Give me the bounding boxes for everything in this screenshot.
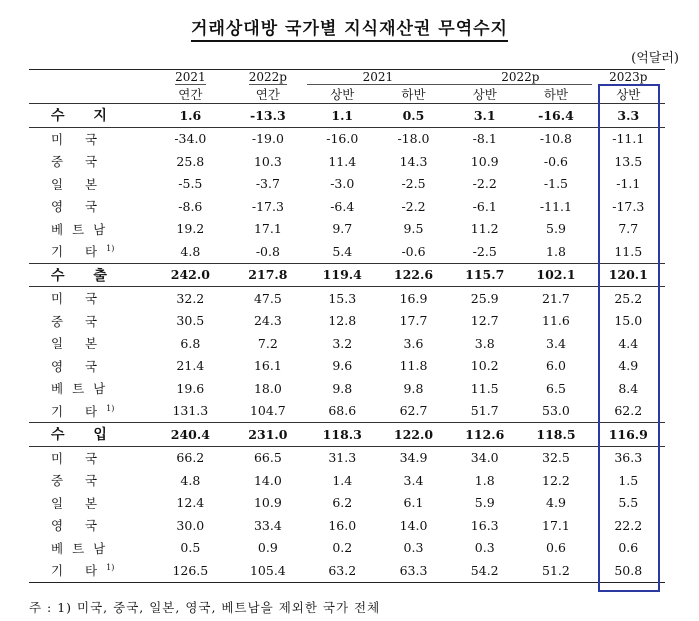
period-header: 상반 xyxy=(616,86,641,102)
value-cell: 50.8 xyxy=(592,559,665,582)
total-cell: 1.6 xyxy=(152,104,230,128)
value-cell: 33.4 xyxy=(253,517,282,533)
country-label xyxy=(29,240,152,263)
value-cell: 30.0 xyxy=(176,517,205,533)
country-name: 기 타 xyxy=(51,403,107,419)
value-cell: 11.6 xyxy=(542,313,570,329)
table-row xyxy=(29,150,665,173)
value-cell: -19.0 xyxy=(229,127,307,150)
value-cell: -1.1 xyxy=(616,176,641,192)
table-row xyxy=(29,377,665,400)
footnote-marker: 1) xyxy=(106,244,115,254)
value-cell: 10.2 xyxy=(470,358,499,374)
value-cell: 6.8 xyxy=(180,335,201,351)
table-row xyxy=(29,332,665,355)
value-cell: 3.8 xyxy=(474,335,495,351)
value-cell: -8.1 xyxy=(449,127,520,150)
total-cell: 122.6 xyxy=(378,263,449,287)
table-row xyxy=(29,310,665,333)
value-cell: 14.3 xyxy=(399,153,428,169)
country-name: 일 본 xyxy=(51,495,107,511)
value-cell: 16.9 xyxy=(378,287,449,310)
value-cell: -17.3 xyxy=(251,198,284,214)
value-cell: 34.0 xyxy=(449,446,520,469)
value-cell: 62.2 xyxy=(614,403,643,419)
value-cell: -5.5 xyxy=(178,176,203,192)
country-name: 영 국 xyxy=(51,199,107,215)
value-cell: -6.4 xyxy=(330,198,355,214)
value-cell: -0.6 xyxy=(401,243,426,259)
value-cell: 34.9 xyxy=(378,446,449,469)
value-cell: 17.1 xyxy=(542,517,570,533)
value-cell: -2.2 xyxy=(472,176,497,192)
year-header: 2021 xyxy=(175,70,206,85)
country-name: 기 타 xyxy=(51,244,107,260)
value-cell: 6.0 xyxy=(546,358,566,374)
header-year-row xyxy=(29,70,665,85)
value-cell: 17.7 xyxy=(399,313,428,329)
country-label xyxy=(29,559,152,582)
value-cell: -0.6 xyxy=(543,153,569,169)
value-cell: 1.5 xyxy=(618,472,639,488)
table-row xyxy=(29,469,665,492)
unit-label: (억달러) xyxy=(631,51,679,66)
value-cell: -3.7 xyxy=(255,176,280,192)
value-cell: 4.9 xyxy=(546,495,566,511)
value-cell: 4.8 xyxy=(180,472,201,488)
footnote-marker: 1) xyxy=(106,403,115,413)
value-cell: -8.6 xyxy=(178,198,203,214)
period-header: 상반 xyxy=(330,87,355,102)
country-name: 일 본 xyxy=(51,176,107,192)
value-cell: 17.1 xyxy=(253,221,282,237)
country-label xyxy=(29,287,152,310)
value-cell: -2.5 xyxy=(401,176,426,192)
value-cell: 30.5 xyxy=(176,313,205,329)
value-cell: 3.4 xyxy=(403,472,424,488)
table-row xyxy=(29,559,665,582)
value-cell: 53.0 xyxy=(542,403,570,419)
value-cell: 11.2 xyxy=(470,221,499,237)
value-cell: 66.5 xyxy=(229,446,307,469)
total-cell: 119.4 xyxy=(307,263,378,287)
value-cell: 15.3 xyxy=(307,287,378,310)
value-cell: 9.5 xyxy=(403,221,424,237)
value-cell: -10.8 xyxy=(520,127,591,150)
value-cell: 32.2 xyxy=(152,287,230,310)
value-cell: 9.8 xyxy=(403,380,424,396)
value-cell: 0.6 xyxy=(546,540,566,556)
value-cell: 11.8 xyxy=(399,358,428,374)
total-cell: 240.4 xyxy=(152,423,230,447)
value-cell: 5.5 xyxy=(618,495,639,511)
value-cell: 6.2 xyxy=(332,495,353,511)
country-label xyxy=(29,310,152,333)
value-cell: 51.2 xyxy=(520,559,591,582)
value-cell: 13.5 xyxy=(614,153,643,169)
period-header: 하반 xyxy=(401,87,426,102)
value-cell: -34.0 xyxy=(152,127,230,150)
value-cell: 32.5 xyxy=(520,446,591,469)
year-header: 2022p xyxy=(248,70,287,85)
value-cell: 7.7 xyxy=(618,221,639,237)
section-label: 수 지 xyxy=(29,104,152,128)
total-cell: 122.0 xyxy=(378,423,449,447)
total-cell: 116.9 xyxy=(592,423,665,447)
value-cell: 63.3 xyxy=(378,559,449,582)
value-cell: 11.5 xyxy=(470,380,499,396)
value-cell: 4.9 xyxy=(618,358,639,374)
value-cell: 6.1 xyxy=(403,495,424,511)
value-cell: 0.2 xyxy=(332,540,353,556)
value-cell: 16.1 xyxy=(253,358,282,374)
trade-balance-table xyxy=(29,69,665,583)
table-row xyxy=(29,355,665,378)
value-cell: 47.5 xyxy=(229,287,307,310)
country-label xyxy=(29,150,152,173)
country-name: 중 국 xyxy=(51,313,107,329)
country-label xyxy=(29,218,152,241)
country-name: 미 국 xyxy=(51,291,107,307)
country-name: 베트남 xyxy=(51,381,115,397)
value-cell: -6.1 xyxy=(472,198,497,214)
year-header: 2023p xyxy=(592,70,665,85)
country-label xyxy=(29,195,152,218)
value-cell: 10.9 xyxy=(253,495,282,511)
value-cell: 0.6 xyxy=(618,540,639,556)
year-header: 2021 xyxy=(307,70,449,85)
value-cell: 9.8 xyxy=(332,380,353,396)
country-label xyxy=(29,537,152,560)
total-cell: 0.5 xyxy=(378,104,449,128)
country-label xyxy=(29,446,152,469)
value-cell: -3.0 xyxy=(330,176,355,192)
value-cell: 51.7 xyxy=(470,403,499,419)
value-cell: 0.5 xyxy=(180,540,201,556)
table-row xyxy=(29,127,665,150)
value-cell: 126.5 xyxy=(152,559,230,582)
total-cell: 231.0 xyxy=(229,423,307,447)
value-cell: 16.3 xyxy=(470,517,499,533)
header-period-row xyxy=(29,85,665,104)
value-cell: 19.6 xyxy=(176,380,205,396)
value-cell: 4.8 xyxy=(180,243,201,259)
value-cell: 131.3 xyxy=(172,403,209,419)
country-name: 미 국 xyxy=(51,450,107,466)
country-label xyxy=(29,492,152,515)
section-total-row xyxy=(29,423,665,447)
country-label xyxy=(29,173,152,196)
value-cell: 12.2 xyxy=(542,472,570,488)
table-row xyxy=(29,240,665,263)
value-cell: -18.0 xyxy=(378,127,449,150)
section-label: 수 입 xyxy=(29,423,152,447)
footnote-marker: 1) xyxy=(106,563,115,573)
value-cell: 16.0 xyxy=(328,517,357,533)
value-cell: 3.6 xyxy=(403,335,424,351)
year-header: 2022p xyxy=(449,70,591,85)
table-row xyxy=(29,514,665,537)
table-row xyxy=(29,218,665,241)
section-total-row xyxy=(29,104,665,128)
country-label xyxy=(29,400,152,423)
value-cell: 104.7 xyxy=(249,403,286,419)
value-cell: 0.9 xyxy=(257,540,278,556)
total-cell: 217.8 xyxy=(229,263,307,287)
section-total-row xyxy=(29,263,665,287)
country-label xyxy=(29,514,152,537)
table-title: 거래상대방 국가별 지식재산권 무역수지 xyxy=(0,14,699,39)
value-cell: 5.9 xyxy=(474,495,495,511)
country-name: 영 국 xyxy=(51,518,107,534)
total-cell: 118.5 xyxy=(520,423,591,447)
value-cell: 9.7 xyxy=(332,221,353,237)
footnote: 주 : 1) 미국, 중국, 일본, 영국, 베트남을 제외한 국가 전체 xyxy=(29,600,381,615)
value-cell: 0.3 xyxy=(403,540,424,556)
value-cell: 1.8 xyxy=(474,472,495,488)
table-row xyxy=(29,173,665,196)
value-cell: 54.2 xyxy=(449,559,520,582)
value-cell: 11.4 xyxy=(328,153,357,169)
value-cell: 12.7 xyxy=(470,313,499,329)
value-cell: 25.2 xyxy=(592,287,665,310)
value-cell: 18.0 xyxy=(253,380,282,396)
table-row xyxy=(29,492,665,515)
value-cell: 8.4 xyxy=(618,380,639,396)
value-cell: 62.7 xyxy=(399,403,428,419)
value-cell: 1.8 xyxy=(546,243,566,259)
total-cell: 118.3 xyxy=(307,423,378,447)
table-row xyxy=(29,537,665,560)
period-header: 상반 xyxy=(472,87,497,102)
value-cell: 3.2 xyxy=(332,335,353,351)
total-cell: 102.1 xyxy=(520,263,591,287)
value-cell: 6.5 xyxy=(546,380,566,396)
value-cell: 15.0 xyxy=(614,313,643,329)
section-label: 수 출 xyxy=(29,263,152,287)
total-cell: 3.1 xyxy=(449,104,520,128)
value-cell: 12.8 xyxy=(328,313,357,329)
value-cell: -16.0 xyxy=(307,127,378,150)
total-cell: 1.1 xyxy=(307,104,378,128)
value-cell: 4.4 xyxy=(618,335,639,351)
value-cell: -17.3 xyxy=(612,198,645,214)
value-cell: -0.8 xyxy=(255,243,280,259)
value-cell: 105.4 xyxy=(229,559,307,582)
country-name: 중 국 xyxy=(51,154,107,170)
value-cell: -1.5 xyxy=(543,176,569,192)
table-row xyxy=(29,287,665,310)
value-cell: -2.5 xyxy=(472,243,497,259)
value-cell: 10.9 xyxy=(470,153,499,169)
period-header: 연간 xyxy=(255,86,280,102)
value-cell: 36.3 xyxy=(592,446,665,469)
value-cell: 68.6 xyxy=(328,403,357,419)
value-cell: 21.7 xyxy=(520,287,591,310)
country-name: 베트남 xyxy=(51,221,115,237)
value-cell: 5.4 xyxy=(332,243,353,259)
total-cell: 3.3 xyxy=(592,104,665,128)
total-cell: 115.7 xyxy=(449,263,520,287)
country-name: 영 국 xyxy=(51,358,107,374)
value-cell: 0.3 xyxy=(474,540,495,556)
country-name: 일 본 xyxy=(51,336,107,352)
country-label xyxy=(29,377,152,400)
country-label xyxy=(29,469,152,492)
table-row xyxy=(29,195,665,218)
value-cell: 22.2 xyxy=(614,517,643,533)
country-label xyxy=(29,355,152,378)
value-cell: 12.4 xyxy=(176,495,205,511)
value-cell: 25.9 xyxy=(449,287,520,310)
value-cell: -2.2 xyxy=(401,198,426,214)
value-cell: 5.9 xyxy=(546,221,566,237)
highlight-2023-column xyxy=(598,84,660,592)
value-cell: 1.4 xyxy=(332,472,353,488)
table-row xyxy=(29,446,665,469)
table-row xyxy=(29,400,665,423)
value-cell: 19.2 xyxy=(176,221,205,237)
country-name: 기 타 xyxy=(51,563,107,579)
total-cell: 120.1 xyxy=(592,263,665,287)
total-cell: 112.6 xyxy=(449,423,520,447)
value-cell: 7.2 xyxy=(257,335,278,351)
country-name: 베트남 xyxy=(51,540,115,556)
period-header: 연간 xyxy=(178,86,203,102)
value-cell: -11.1 xyxy=(592,127,665,150)
value-cell: 24.3 xyxy=(253,313,282,329)
value-cell: 25.8 xyxy=(176,153,205,169)
value-cell: 21.4 xyxy=(176,358,205,374)
value-cell: 11.5 xyxy=(614,243,643,259)
value-cell: -11.1 xyxy=(539,198,572,214)
value-cell: 14.0 xyxy=(253,472,282,488)
value-cell: 14.0 xyxy=(399,517,428,533)
country-label xyxy=(29,127,152,150)
country-name: 중 국 xyxy=(51,473,107,489)
total-cell: -16.4 xyxy=(520,104,591,128)
value-cell: 10.3 xyxy=(253,153,282,169)
value-cell: 63.2 xyxy=(307,559,378,582)
value-cell: 3.4 xyxy=(546,335,566,351)
total-cell: 242.0 xyxy=(152,263,230,287)
total-cell: -13.3 xyxy=(229,104,307,128)
period-header: 하반 xyxy=(543,87,569,102)
value-cell: 66.2 xyxy=(152,446,230,469)
value-cell: 9.6 xyxy=(332,358,353,374)
country-name: 미 국 xyxy=(51,131,107,147)
value-cell: 31.3 xyxy=(307,446,378,469)
country-label xyxy=(29,332,152,355)
